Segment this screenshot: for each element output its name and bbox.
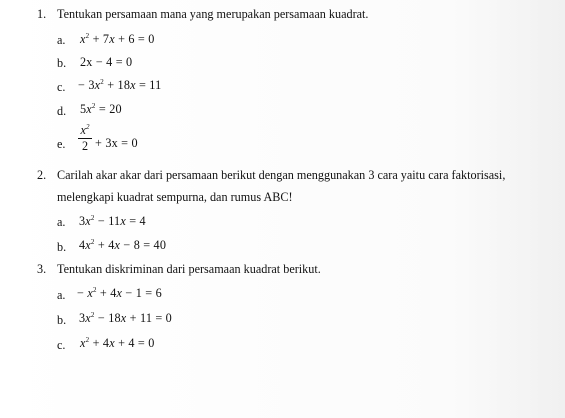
q3-option-a-equation: − $x^2 + 4x - 1 = 6$ xyxy=(77,286,162,300)
question-2-text-line-1: Carilah akar akar dari persamaan berikut dengan menggunakan 3 cara yaitu cara faktorisasi, xyxy=(57,168,506,182)
q2-option-a-letter: a. xyxy=(57,215,66,229)
q1-option-c-equation: − $3x^2 + 18x = 11$ xyxy=(78,78,162,92)
q1-option-e-equation-rest: + 3x = 0 xyxy=(95,136,138,150)
question-1-text: Tentukan persamaan mana yang merupakan persamaan kuadrat. xyxy=(57,7,369,21)
q3-option-c-equation: $x^2 + 4x + 4 = 0$ xyxy=(80,336,155,350)
question-3-text: Tentukan diskriminan dari persamaan kuadrat berikut. xyxy=(57,262,321,276)
question-3-number: 3. xyxy=(37,262,47,276)
question-2-number: 2. xyxy=(37,168,47,182)
question-2-text-line-2: melengkapi kuadrat sempurna, dan rumus ABC! xyxy=(57,190,293,204)
q3-option-b-equation: $3x^2 - 18x + 11 = 0$ xyxy=(79,311,172,325)
q1-option-e-letter: e. xyxy=(57,137,66,151)
q1-option-b-letter: b. xyxy=(57,56,67,70)
question-1-number: 1. xyxy=(37,7,47,21)
q1-option-a-equation: $x^2 + 7x + 6 = 0$ xyxy=(80,32,155,46)
q1-option-a-letter: a. xyxy=(57,33,66,47)
q1-option-e-fraction: $x^2$ 2 xyxy=(78,124,92,153)
q3-option-a-letter: a. xyxy=(57,288,66,302)
q3-option-b-letter: b. xyxy=(57,313,67,327)
q1-option-d-letter: d. xyxy=(57,104,67,118)
q2-option-b-equation: $4x^2 + 4x - 8 = 40$ xyxy=(79,238,167,252)
q1-option-c-letter: c. xyxy=(57,80,66,94)
q2-option-a-equation: $3x^2 - 11x = 4$ xyxy=(79,214,146,228)
q1-option-b-equation: 2x − 4 = 0 xyxy=(80,55,133,69)
q1-option-d-equation: $5x^2 = 20$ xyxy=(80,102,122,116)
q2-option-b-letter: b. xyxy=(57,240,67,254)
q3-option-c-letter: c. xyxy=(57,338,66,352)
